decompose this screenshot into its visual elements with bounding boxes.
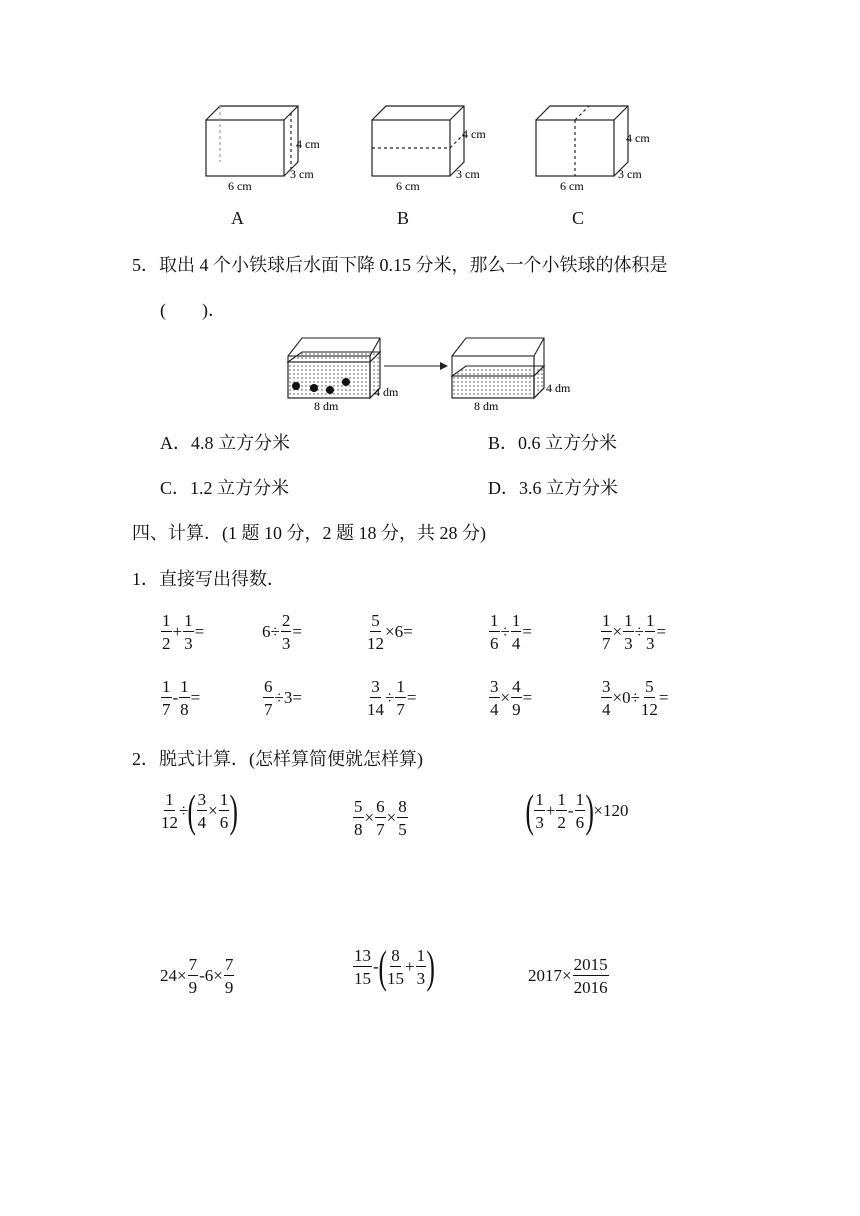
calc-2-2: $\frac{6}{7}$ ÷3= xyxy=(264,677,302,719)
q1-title: 1．直接写出得数． xyxy=(132,569,285,589)
iron-ball xyxy=(326,386,334,394)
box-c-width: 6 cm xyxy=(560,179,584,193)
box-a-height: 4 cm xyxy=(296,137,320,151)
tank-before-length: 8 dm xyxy=(314,399,339,413)
tank-before-width: 4 dm xyxy=(374,385,399,399)
calc-1-2: 6÷ $\frac{2}{3}$ = xyxy=(262,611,302,653)
step-calc-6: 2017× $\frac{2015}{2016}$ xyxy=(528,955,608,997)
boxes-figure xyxy=(190,98,670,198)
calc-2-4: $\frac{3}{4}$ × $\frac{4}{9}$ = xyxy=(490,677,533,719)
box-c-label: C xyxy=(572,208,585,228)
calc-1-3: $\frac{5}{12}$ ×6= xyxy=(367,611,413,653)
box-b-depth: 3 cm xyxy=(456,167,480,181)
step-calc-2: $\frac{5}{8}$ × $\frac{6}{7}$ × $\frac{8}{5}$ xyxy=(354,797,407,839)
tank-before xyxy=(288,338,380,398)
tank-after xyxy=(452,338,544,398)
iron-ball xyxy=(342,378,350,386)
calc-2-3: $\frac{3}{14}$ ÷ $\frac{1}{7}$ = xyxy=(367,677,417,719)
q5-option-d: D．3.6 立方分米 xyxy=(488,478,618,498)
iron-ball xyxy=(292,382,300,390)
q5-option-c: C．1.2 立方分米 xyxy=(160,478,290,498)
box-a-width: 6 cm xyxy=(228,179,252,193)
step-calc-1: $\frac{1}{12}$ ÷ ( $\frac{3}{4}$ × $\frac{1}{6}$ ) xyxy=(161,785,239,836)
q5-option-a: A．4.8 立方分米 xyxy=(160,433,290,453)
box-b-label: B xyxy=(397,208,410,228)
tank-after-width: 4 dm xyxy=(546,381,571,395)
box-a-label: A xyxy=(231,208,244,228)
q2-title: 2．脱式计算．(怎样算简便就怎样算) xyxy=(132,749,423,769)
tank-figure xyxy=(284,332,584,414)
box-a-depth: 3 cm xyxy=(290,167,314,181)
step-calc-3: ( $\frac{1}{3}$ + $\frac{1}{2}$ - $\frac{1}{6}$ ) ×120 xyxy=(525,785,629,836)
box-c xyxy=(536,106,628,176)
q5-option-b: B．0.6 立方分米 xyxy=(488,433,618,453)
step-calc-5: $\frac{13}{15}$ - ( $\frac{8}{15}$ + $\frac{1}{3}$ ) xyxy=(354,941,435,992)
q5-blank: ( )． xyxy=(160,300,226,320)
calc-2-1: $\frac{1}{7}$ - $\frac{1}{8}$ = xyxy=(162,677,201,719)
calc-2-5: $\frac{3}{4}$ ×0÷ $\frac{5}{12}$ = xyxy=(602,677,669,719)
box-c-depth: 3 cm xyxy=(618,167,642,181)
step-calc-4: 24× $\frac{7}{9}$ -6× $\frac{7}{9}$ xyxy=(160,955,234,997)
section4-heading: 四、计算．(1 题 10 分，2 题 18 分，共 28 分) xyxy=(132,523,486,543)
q5-text: 5．取出 4 个小铁球后水面下降 0.15 分米，那么一个小铁球的体积是 xyxy=(132,255,668,275)
box-b xyxy=(372,106,464,176)
iron-ball xyxy=(310,384,318,392)
box-c-height: 4 cm xyxy=(626,131,650,145)
box-b-height: 4 cm xyxy=(462,127,486,141)
tank-after-length: 8 dm xyxy=(474,399,499,413)
calc-1-1: $\frac{1}{2}$ + $\frac{1}{3}$ = xyxy=(162,611,205,653)
box-a xyxy=(206,106,298,176)
calc-1-5: $\frac{1}{7}$ × $\frac{1}{3}$ ÷ $\frac{1}{3}$ = xyxy=(602,611,667,653)
box-b-width: 6 cm xyxy=(396,179,420,193)
calc-1-4: $\frac{1}{6}$ ÷ $\frac{1}{4}$ = xyxy=(490,611,532,653)
